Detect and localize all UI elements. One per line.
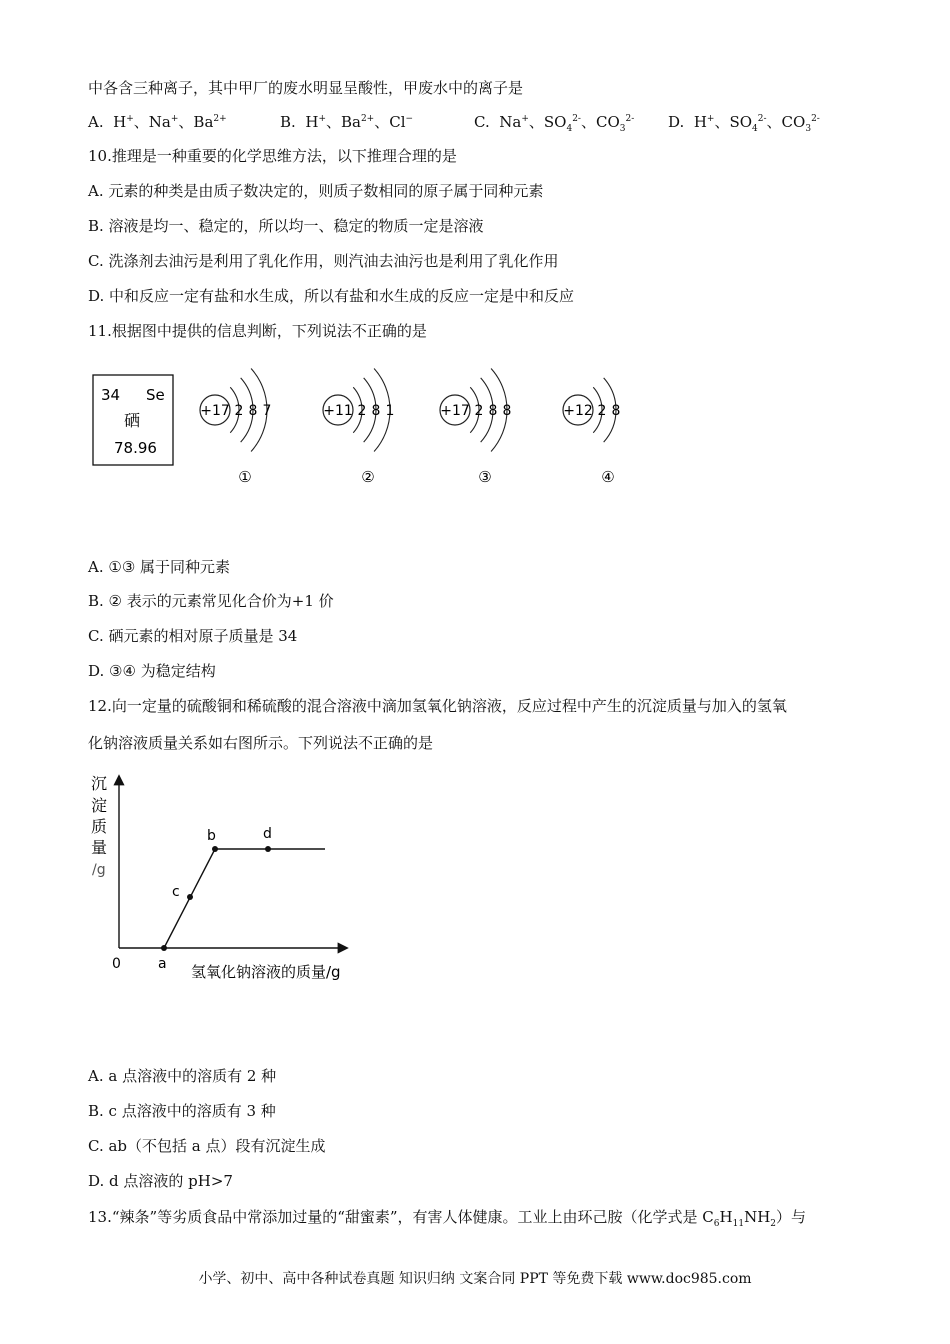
electron-count: 7	[262, 403, 272, 419]
q12-option-c: C. ab（不包括 a 点）段有沉淀生成	[88, 1137, 326, 1155]
q9-option-b: B. H+、$Ba^{2+}$、Cl−	[280, 113, 414, 131]
q10-option-b: B. 溶液是均一、稳定的，所以均一、稳定的物质一定是溶液	[88, 217, 484, 235]
x-axis-label: 氢氧化钠溶液的质量/g	[191, 963, 341, 981]
point-c-label: c	[172, 884, 180, 900]
atom-label: ④	[601, 468, 615, 486]
nucleus-charge: +12	[563, 403, 593, 419]
q9-option-c: C. Na+、$SO_4^{2-}$、$CO_3^{2-}$	[474, 113, 635, 134]
electron-count: 2	[357, 403, 367, 419]
atom-diagram-3	[440, 369, 511, 486]
atom-label: ③	[478, 468, 492, 486]
element-symbol: Se	[146, 386, 165, 404]
element-name: 硒	[124, 411, 141, 430]
y-label-char-1: 沉	[91, 774, 108, 793]
q11-option-c: C. 硒元素的相对原子质量是 34	[88, 627, 298, 645]
point-d-label: d	[263, 826, 272, 842]
element-card-se	[93, 375, 173, 465]
origin-label: 0	[112, 956, 121, 972]
y-label-char-4: 量	[91, 838, 108, 857]
y-label-char-2: 淀	[91, 796, 108, 815]
atom-diagram-1	[200, 369, 271, 486]
electron-count: 2	[597, 403, 607, 419]
point-a	[161, 945, 167, 951]
q12-stem-line1: 12.向一定量的硫酸铜和稀硫酸的混合溶液中滴加氢氧化钠溶液，反应过程中产生的沉淀质量与加入的氢氧	[88, 697, 787, 715]
precipitate-chart	[88, 765, 378, 990]
y-label-char-3: 质	[91, 817, 108, 836]
q9-option-b-ions: H+、$Ba^{2+}$、Cl−	[305, 113, 414, 131]
q11-stem: 11.根据图中提供的信息判断，下列说法不正确的是	[88, 322, 427, 340]
page-footer: 小学、初中、高中各种试卷真题 知识归纳 文案合同 PPT 等免费下载 www.doc985.com	[198, 1271, 752, 1287]
electron-count: 1	[385, 403, 395, 419]
q10-stem: 10.推理是一种重要的化学思维方法，以下推理合理的是	[88, 147, 457, 165]
q10-option-d: D. 中和反应一定有盐和水生成，所以有盐和水生成的反应一定是中和反应	[88, 287, 575, 305]
element-atomic-number: 34	[101, 386, 121, 404]
q11-option-d: D. ③④ 为稳定结构	[88, 662, 216, 680]
element-mass: 78.96	[114, 439, 157, 457]
electron-count: 8	[611, 403, 621, 419]
electron-count: 8	[502, 403, 512, 419]
point-b	[212, 846, 218, 852]
nucleus-charge: +17	[200, 403, 230, 419]
atom-structure-figure	[88, 360, 648, 495]
q9-option-d: D. H+、$SO_4^{2-}$、$CO_3^{2-}$	[668, 113, 820, 134]
nucleus-charge: +17	[440, 403, 470, 419]
q10-option-a: A. 元素的种类是由质子数决定的，则质子数相同的原子属于同种元素	[88, 182, 544, 200]
atom-label: ②	[361, 468, 375, 486]
q11-option-a: A. ①③ 属于同种元素	[88, 558, 231, 576]
q9-option-a: A. H+、Na+、$Ba^{2+}$	[88, 113, 227, 131]
atom-label: ①	[238, 468, 252, 486]
q13-stem: 13.“辣条”等劣质食品中常添加过量的“甜蜜素”，有害人体健康。工业上由环己胺（化学式是 $C_6H_{11}NH_2$）与	[88, 1208, 807, 1229]
electron-count: 8	[488, 403, 498, 419]
q11-option-b: B. ② 表示的元素常见化合价为+1 价	[88, 592, 334, 610]
point-a-label: a	[158, 956, 167, 972]
q12-option-a: A. a 点溶液中的溶质有 2 种	[88, 1067, 277, 1085]
y-unit: /g	[92, 862, 106, 878]
electron-count: 2	[234, 403, 244, 419]
atom-diagram-4	[563, 378, 620, 486]
electron-count: 2	[474, 403, 484, 419]
q10-option-c: C. 洗涤剂去油污是利用了乳化作用，则汽油去油污也是利用了乳化作用	[88, 252, 559, 270]
q12-stem-line2: 化钠溶液质量关系如右图所示。下列说法不正确的是	[88, 734, 434, 752]
q12-option-b: B. c 点溶液中的溶质有 3 种	[88, 1102, 276, 1120]
q9-option-d-ions: H+、$SO_4^{2-}$、$CO_3^{2-}$	[693, 113, 820, 134]
point-d	[265, 846, 271, 852]
q12-option-d: D. d 点溶液的 pH>7	[88, 1172, 233, 1190]
electron-count: 8	[248, 403, 258, 419]
q9-option-c-ions: Na+、$SO_4^{2-}$、$CO_3^{2-}$	[499, 113, 635, 134]
electron-count: 8	[371, 403, 381, 419]
atom-diagram-2	[323, 369, 394, 486]
nucleus-charge: +11	[323, 403, 353, 419]
point-b-label: b	[207, 828, 216, 844]
point-c	[187, 894, 193, 900]
q9-stem-tail: 中各含三种离子，其中甲厂的废水明显呈酸性，甲废水中的离子是	[88, 79, 524, 97]
q9-option-a-ions: H+、Na+、$Ba^{2+}$	[113, 113, 227, 131]
